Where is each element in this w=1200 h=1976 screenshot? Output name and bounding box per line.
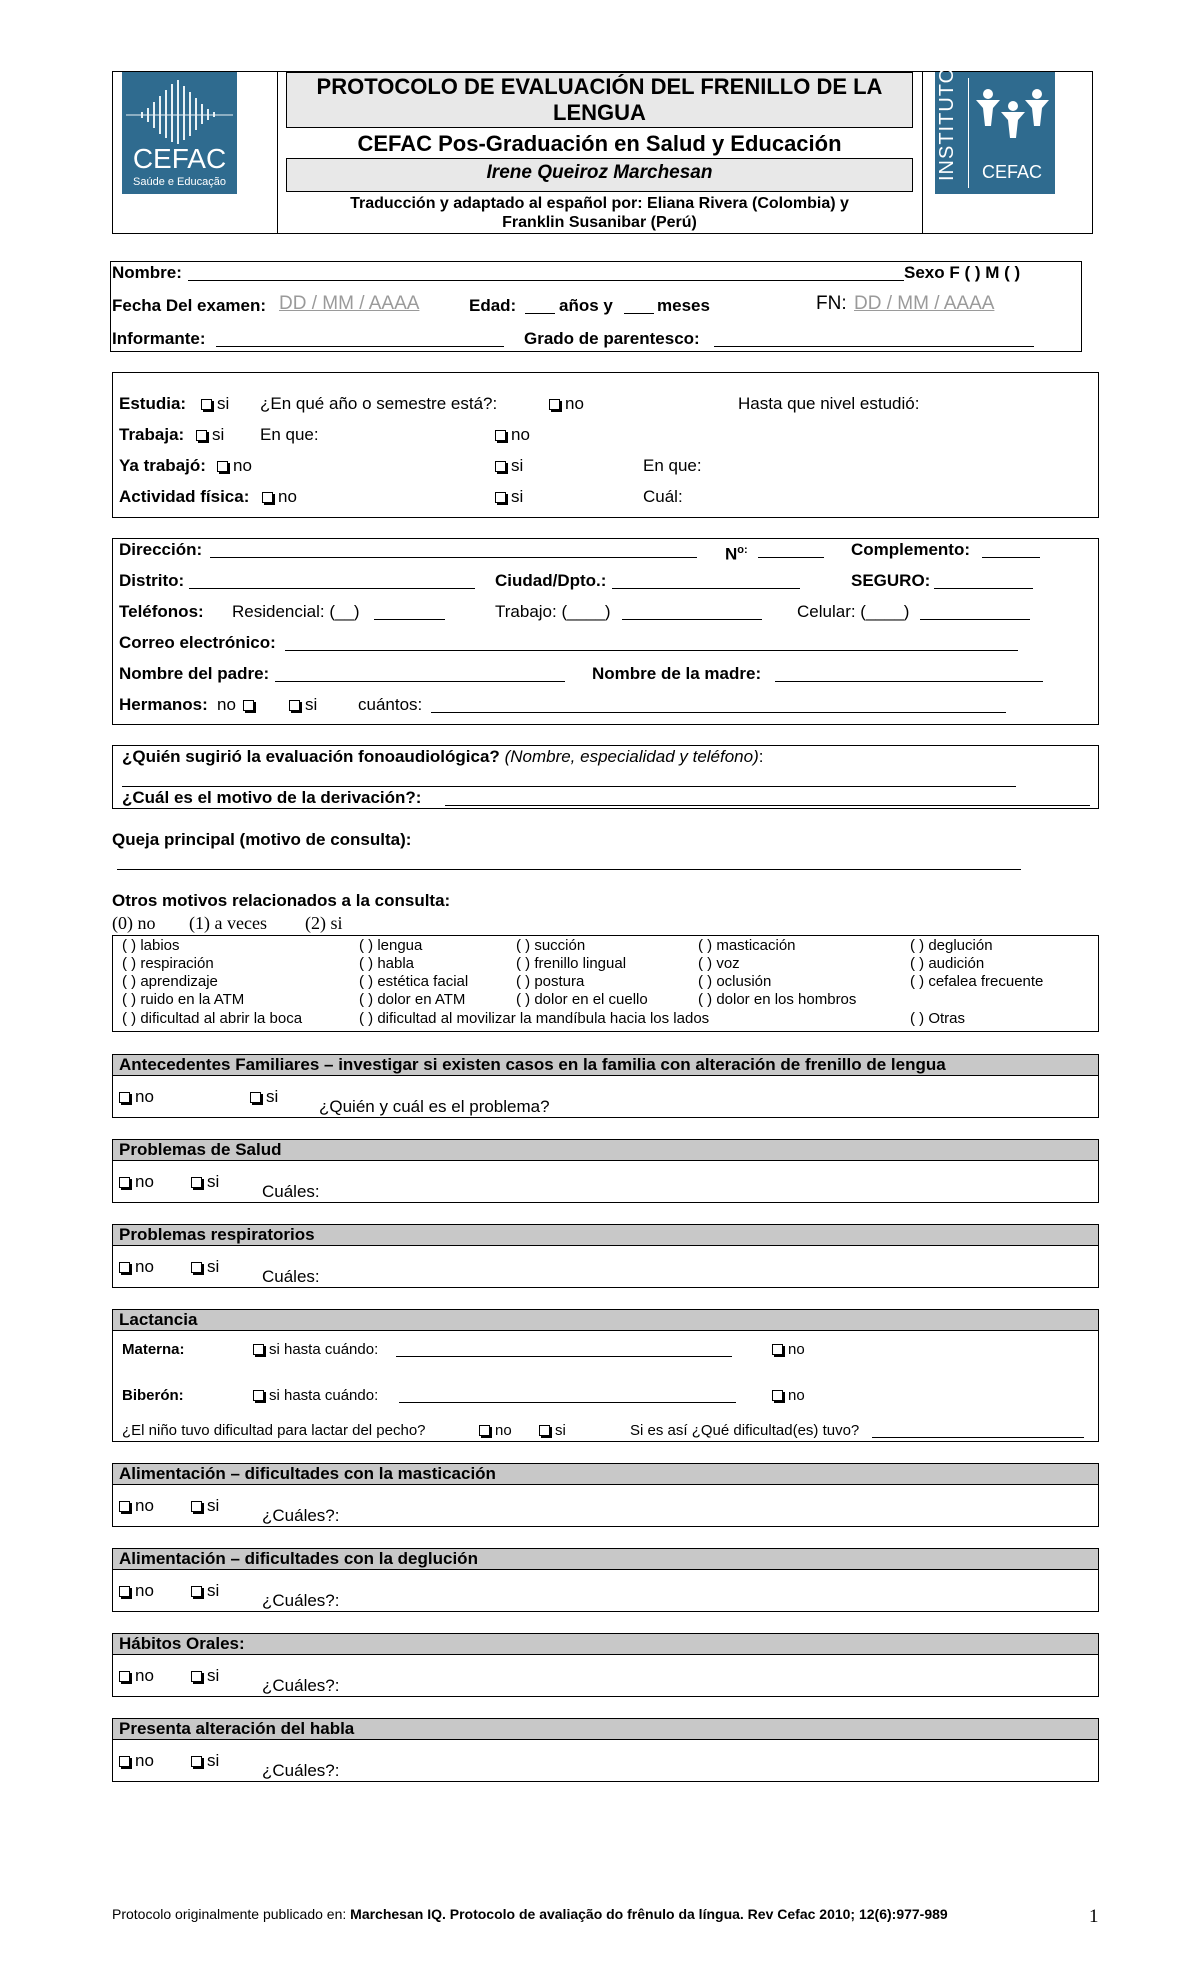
estudia-label: Estudia: [119, 394, 187, 413]
salud-si-checkbox[interactable]: si [191, 1172, 219, 1192]
familiares-header: Antecedentes Familiares – investigar si existen casos en la familia con alteración de frenillo de lengua [112, 1054, 1099, 1076]
habla-si-checkbox[interactable]: si [191, 1751, 219, 1771]
edad-meses-label: meses [657, 296, 710, 315]
madre-field[interactable] [775, 681, 1043, 682]
otros-item[interactable]: ( ) masticación [698, 937, 796, 954]
logo-right-name: CEFAC [981, 162, 1042, 182]
queja-label: Queja principal (motivo de consulta): [112, 830, 412, 849]
habitos-question: ¿Cuáles?: [262, 1676, 340, 1695]
motivo-derivacion-label: ¿Cuál es el motivo de la derivación?: [122, 788, 422, 807]
logo-right-vertical: INSTITUTO [936, 66, 958, 181]
padre-field[interactable] [275, 681, 565, 682]
otros-item-dificultad-abrir[interactable]: ( ) dificultad al abrir la boca [122, 1010, 303, 1027]
distrito-field[interactable] [189, 588, 475, 589]
page-number: 1 [1089, 1906, 1099, 1927]
salud-question: Cuáles: [262, 1182, 320, 1201]
fecha-examen-label: Fecha Del examen: [112, 296, 267, 315]
residencial-label: Residencial: (__) [232, 602, 360, 621]
actividad-cual: Cuál: [643, 487, 683, 506]
otros-item[interactable]: ( ) dolor en el cuello [516, 991, 648, 1008]
celular-field[interactable] [920, 619, 1030, 620]
respiratorios-question: Cuáles: [262, 1267, 320, 1286]
otros-item[interactable]: ( ) voz [698, 955, 740, 972]
sexo-label[interactable]: Sexo F ( ) M ( ) [904, 263, 1021, 282]
cuantos-label: cuántos: [358, 695, 423, 714]
motivo-derivacion-field[interactable] [445, 805, 1090, 806]
habla-question: ¿Cuáles?: [262, 1761, 340, 1780]
biberon-si-checkbox[interactable]: si hasta cuándo: [253, 1387, 378, 1405]
translation-line2: Franklin Susanibar (Perú) [502, 214, 697, 231]
otros-item[interactable]: ( ) succión [516, 937, 586, 954]
logo-left-tagline: Saúde e Educação [133, 176, 226, 188]
trabaja-si-checkbox[interactable]: si [196, 425, 224, 445]
actividad-si-checkbox[interactable]: si [495, 487, 523, 507]
trabaja-label: Trabaja: [119, 425, 185, 444]
respiratorios-no-checkbox[interactable]: no [119, 1257, 154, 1277]
otros-item[interactable]: ( ) oclusión [698, 973, 772, 990]
direccion-label: Dirección: [119, 540, 203, 559]
familiares-si-checkbox[interactable]: si [250, 1087, 278, 1107]
lactar-dificultad-field[interactable] [872, 1437, 1084, 1438]
otros-item[interactable]: ( ) deglución [910, 937, 993, 954]
numero-label: $N^{o:}$ [725, 544, 748, 564]
otros-item[interactable]: ( ) respiración [122, 955, 214, 972]
estudia-si-checkbox[interactable]: si [201, 394, 229, 414]
deglucion-no-checkbox[interactable]: no [119, 1581, 154, 1601]
trabaja-en-que: En que: [260, 425, 319, 444]
ya-trabajo-en-que: En que: [643, 456, 702, 475]
seguro-field[interactable] [934, 588, 1033, 589]
deglucion-header: Alimentación – dificultades con la deglución [112, 1548, 1099, 1570]
page-subtitle: CEFAC Pos-Graduación en Salud y Educación [357, 131, 842, 156]
salud-no-checkbox[interactable]: no [119, 1172, 154, 1192]
otros-item[interactable]: ( ) frenillo lingual [516, 955, 627, 972]
quien-sugirio-field[interactable] [122, 786, 1016, 787]
correo-label: Correo electrónico: [119, 633, 276, 652]
biberon-hasta-field[interactable] [399, 1402, 736, 1403]
otros-item[interactable]: ( ) dolor en los hombros [698, 991, 857, 1008]
instituto-cefac-logo [935, 66, 1055, 194]
otros-item[interactable]: ( ) lengua [359, 937, 423, 954]
estudia-no-checkbox[interactable]: no [549, 394, 584, 414]
edad-meses-field[interactable] [624, 313, 654, 314]
scale-2: (2) si [305, 913, 343, 933]
otros-item-dificultad-mandibula[interactable]: ( ) dificultad al movilizar la mandíbula hacia los lados [359, 1010, 710, 1027]
otros-motivos-label: Otros motivos relacionados a la consulta: [112, 891, 451, 910]
numero-field[interactable] [758, 557, 824, 558]
ya-trabajo-label: Ya trabajó: [119, 456, 206, 475]
materna-no-checkbox[interactable]: no [772, 1341, 805, 1359]
otros-item[interactable]: ( ) ruido en la ATM [122, 991, 245, 1008]
otros-item[interactable]: ( ) postura [516, 973, 585, 990]
edad-label: Edad: [469, 296, 517, 315]
habla-header: Presenta alteración del habla [112, 1718, 1099, 1740]
figures-icon [973, 80, 1053, 150]
quien-sugirio-question: ¿Quién sugirió la evaluación fonoaudiológica? (Nombre, especialidad y teléfono): [122, 747, 764, 766]
habitos-no-checkbox[interactable]: no [119, 1666, 154, 1686]
salud-header: Problemas de Salud [112, 1139, 1099, 1161]
otros-item[interactable]: ( ) labios [122, 937, 180, 954]
address-box [112, 538, 1099, 725]
correo-field[interactable] [285, 650, 1018, 651]
complemento-label: Complemento: [851, 540, 970, 559]
actividad-no-checkbox[interactable]: no [262, 487, 297, 507]
biberon-no-checkbox[interactable]: no [772, 1387, 805, 1405]
lactar-no-checkbox[interactable]: no [479, 1422, 512, 1440]
nivel-question: Hasta que nivel estudió: [738, 394, 920, 413]
seguro-label: SEGURO: [851, 571, 931, 590]
familiares-question: ¿Quién y cuál es el problema? [319, 1097, 550, 1116]
informante-label: Informante: [112, 329, 206, 348]
otros-item-otras[interactable]: ( ) Otras [910, 1010, 965, 1027]
masticacion-si-checkbox[interactable]: si [191, 1496, 219, 1516]
footer-citation: Protocolo originalmente publicado en: Marchesan IQ. Protocolo de avaliação do frênulo da língua. Rev Cefac 2010; 12(6):977-989 [112, 1906, 948, 1922]
habitos-header: Hábitos Orales: [112, 1633, 1099, 1655]
ciudad-field[interactable] [612, 588, 800, 589]
edad-anos-field[interactable] [525, 313, 555, 314]
hermanos-label: Hermanos: [119, 695, 208, 714]
telefonos-label: Teléfonos: [119, 602, 204, 621]
trabajo-phone-field[interactable] [622, 619, 762, 620]
parentesco-label: Grado de parentesco: [524, 329, 700, 348]
ya-trabajo-si-checkbox[interactable]: si [495, 456, 523, 476]
complemento-field[interactable] [982, 557, 1040, 558]
otros-item[interactable]: ( ) habla [359, 955, 415, 972]
informante-field[interactable] [216, 346, 504, 347]
madre-label: Nombre de la madre: [592, 664, 762, 683]
trabajo-phone-label: Trabajo: (____) [495, 602, 611, 621]
translation-line1: Traducción y adaptado al español por: Eliana Rivera (Colombia) y [350, 195, 849, 212]
ciudad-label: Ciudad/Dpto.: [495, 571, 607, 590]
header-divider-right [922, 71, 923, 234]
nombre-field[interactable] [188, 280, 904, 281]
deglucion-question: ¿Cuáles?: [262, 1591, 340, 1610]
hermanos-si-checkbox[interactable]: si [289, 695, 317, 715]
author-name: Irene Queiroz Marchesan [486, 162, 713, 183]
biberon-label: Biberón: [122, 1387, 184, 1404]
masticacion-no-checkbox[interactable]: no [119, 1496, 154, 1516]
queja-field[interactable] [117, 869, 1021, 870]
cuantos-field[interactable] [431, 712, 1006, 713]
habitos-si-checkbox[interactable]: si [191, 1666, 219, 1686]
masticacion-question: ¿Cuáles?: [262, 1506, 340, 1525]
fecha-examen-field[interactable]: DD / MM / AAAA [279, 293, 420, 314]
otros-item[interactable]: ( ) dolor en ATM [359, 991, 466, 1008]
trabaja-no-checkbox[interactable]: no [495, 425, 530, 445]
hermanos-no-checkbox[interactable]: no [217, 695, 259, 715]
otros-item[interactable]: ( ) estética facial [359, 973, 469, 990]
direccion-field[interactable] [210, 557, 697, 558]
materna-label: Materna: [122, 1341, 185, 1358]
celular-label: Celular: (____) [797, 602, 910, 621]
otros-item[interactable]: ( ) aprendizaje [122, 973, 218, 990]
scale-0: (0) no [112, 913, 156, 933]
respiratorios-si-checkbox[interactable]: si [191, 1257, 219, 1277]
masticacion-header: Alimentación – dificultades con la masticación [112, 1463, 1099, 1485]
page-title-line2: LENGUA [553, 100, 646, 125]
respiratorios-header: Problemas respiratorios [112, 1224, 1099, 1246]
materna-si-checkbox[interactable]: si hasta cuándo: [253, 1341, 378, 1359]
logo-left-name: CEFAC [132, 143, 227, 174]
fn-field[interactable]: DD / MM / AAAA [854, 293, 995, 314]
scale-1: (1) a veces [189, 913, 267, 933]
nombre-label: Nombre: [112, 263, 182, 282]
residencial-field[interactable] [374, 619, 445, 620]
lactar-question: ¿El niño tuvo dificultad para lactar del pecho? [122, 1422, 426, 1439]
distrito-label: Distrito: [119, 571, 185, 590]
edad-anos-label: años y [559, 296, 613, 315]
lactar-si-checkbox[interactable]: si [539, 1422, 566, 1440]
semestre-question: ¿En qué año o semestre está?: [260, 394, 498, 413]
deglucion-si-checkbox[interactable]: si [191, 1581, 219, 1601]
actividad-label: Actividad física: [119, 487, 250, 506]
otros-item[interactable]: ( ) audición [910, 955, 985, 972]
materna-hasta-field[interactable] [396, 1356, 732, 1357]
lactancia-header: Lactancia [112, 1309, 1099, 1331]
padre-label: Nombre del padre: [119, 664, 270, 683]
familiares-no-checkbox[interactable]: no [119, 1087, 154, 1107]
ya-trabajo-no-checkbox[interactable]: no [217, 456, 252, 476]
header-divider-left [277, 71, 278, 234]
parentesco-field[interactable] [714, 346, 1034, 347]
cefac-logo-left [122, 72, 237, 194]
fn-label: FN: [816, 293, 847, 314]
habla-no-checkbox[interactable]: no [119, 1751, 154, 1771]
otros-item[interactable]: ( ) cefalea frecuente [910, 973, 1044, 990]
lactar-dificultad-question: Si es así ¿Qué dificultad(es) tuvo? [630, 1422, 860, 1439]
page-title-line1: PROTOCOLO DE EVALUACIÓN DEL FRENILLO DE LA [316, 74, 883, 99]
